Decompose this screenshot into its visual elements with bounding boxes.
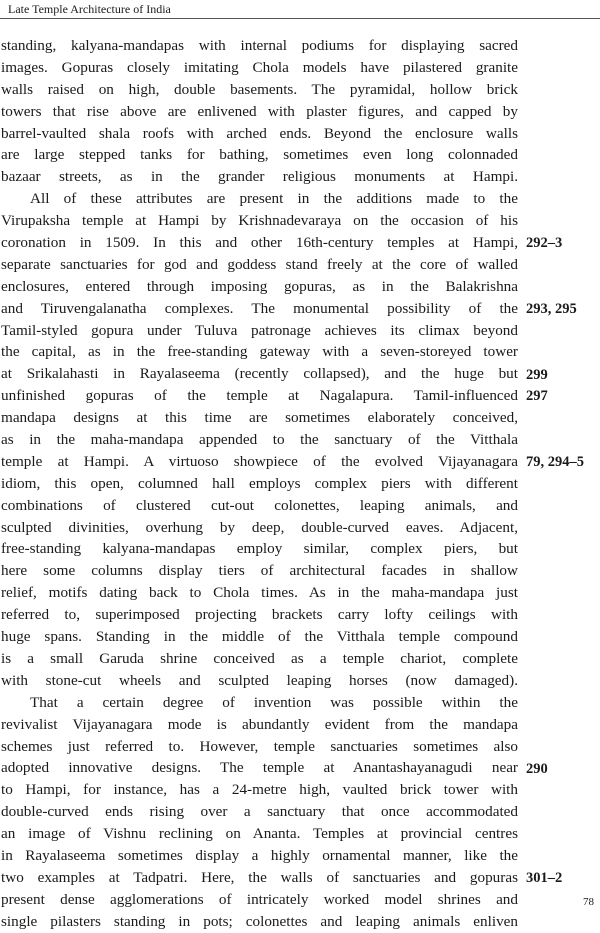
text-line: are large stepped tanks for bathing, sometimes even long colonnaded: [1, 146, 518, 164]
text-line: bazaar streets, as in the grander religious monuments at Hampi.: [1, 168, 518, 186]
text-line: standing, kalyana-mandapas with internal podiums for displaying sacred: [1, 37, 518, 54]
margin-figure-reference: 293, 295: [526, 300, 577, 317]
text-line: coronation in 1509. In this and other 16th-century temples at Hampi,: [1, 234, 518, 252]
text-line: sculpted divinities, overhung by deep, double-curved eaves. Adjacent,: [1, 518, 518, 536]
text-line: present dense agglomerations of intricately worked model shrines and: [1, 890, 518, 908]
text-line: single pilasters standing in pots; colonettes and leaping animals enliven: [1, 912, 518, 930]
margin-figure-reference: 297: [526, 388, 548, 405]
text-line: referred to, superimposed projecting brackets carry lofty ceilings with: [1, 606, 518, 624]
text-line: double-curved ends rising over a sanctuary that once accommodated: [1, 803, 518, 821]
running-head: Late Temple Architecture of India: [8, 2, 171, 16]
text-line: the capital, as in the free-standing gateway with a seven-storeyed tower: [1, 343, 518, 361]
text-line: at Srikalahasti in Rayalaseema (recently collapsed), and the huge but: [1, 365, 518, 383]
text-line: relief, motifs dating back to Chola times. As in the maha-mandapa just: [1, 584, 518, 602]
body-text: [0, 35, 518, 933]
margin-figure-reference: 292–3: [526, 235, 563, 252]
text-line: temple at Hampi. A virtuoso showpiece of the evolved Vijayanagara: [1, 452, 518, 470]
text-line: as in the maha-mandapa appended to the sanctuary of the Vitthala: [1, 431, 518, 449]
text-line: adopted innovative designs. The temple at Anantashayanagudi near: [1, 759, 518, 777]
text-line: unfinished gopuras of the temple at Nagalapura. Tamil-influenced: [1, 387, 518, 405]
text-line: to Hampi, for instance, has a 24-metre high, vaulted brick tower with: [1, 781, 518, 799]
text-line: schemes just referred to. However, temple sanctuaries sometimes also: [1, 737, 518, 755]
text-line: Tamil-styled gopura under Tuluva patronage achieves its climax beyond: [1, 321, 518, 339]
text-line: images. Gopuras closely imitating Chola models have pilastered granite: [1, 58, 518, 76]
page-number: 78: [583, 896, 594, 908]
text-line: free-standing kalyana-mandapas employ similar, complex piers, but: [1, 540, 518, 558]
text-line: and Tiruvengalanatha complexes. The monumental possibility of the: [1, 299, 518, 317]
text-line: is a small Garuda shrine conceived as a temple chariot, complete: [1, 649, 518, 667]
text-line: barrel-vaulted shala roofs with arched ends. Beyond the enclosure walls: [1, 124, 518, 142]
text-line: revivalist Vijayanagara mode is abundantly evident from the mandapa: [1, 715, 518, 733]
text-line: here some columns display tiers of architectural facades in shallow: [1, 562, 518, 580]
text-line: idiom, this open, columned hall employs complex piers with different: [1, 474, 518, 492]
text-line: All of these attributes are present in the additions made to the: [30, 190, 518, 208]
text-line: mandapa designs at this time are sometimes elaborately conceived,: [1, 409, 518, 427]
text-line: towers that rise above are enlivened with plaster figures, and capped by: [1, 102, 518, 120]
text-line: an image of Vishnu reclining on Ananta. Temples at provincial centres: [1, 825, 518, 843]
text-line: huge spans. Standing in the middle of the Vitthala temple compound: [1, 628, 518, 646]
header-rule: [0, 18, 600, 19]
margin-figure-reference: 299: [526, 366, 548, 383]
text-line: in Rayalaseema sometimes display a highly ornamental manner, like the: [1, 846, 518, 864]
margin-figure-reference: 290: [526, 760, 548, 777]
text-line: combinations of clustered cut-out colonettes, leaping animals, and: [1, 496, 518, 514]
text-line: with stone-cut wheels and sculpted leaping horses (now damaged).: [1, 671, 518, 689]
text-line: That a certain degree of invention was possible within the: [30, 693, 518, 711]
margin-figure-reference: 301–2: [526, 870, 563, 887]
text-line: Virupaksha temple at Hampi by Krishnadevaraya on the occasion of his: [1, 212, 518, 230]
margin-figure-reference: 79, 294–5: [526, 454, 584, 471]
text-line: two examples at Tadpatri. Here, the walls of sanctuaries and gopuras: [1, 868, 518, 886]
text-line: walls raised on high, double basements. The pyramidal, hollow brick: [1, 80, 518, 98]
text-line: separate sanctuaries for god and goddess stand freely at the core of walled: [1, 255, 518, 273]
text-line: enclosures, entered through imposing gopuras, as in the Balakrishna: [1, 277, 518, 295]
